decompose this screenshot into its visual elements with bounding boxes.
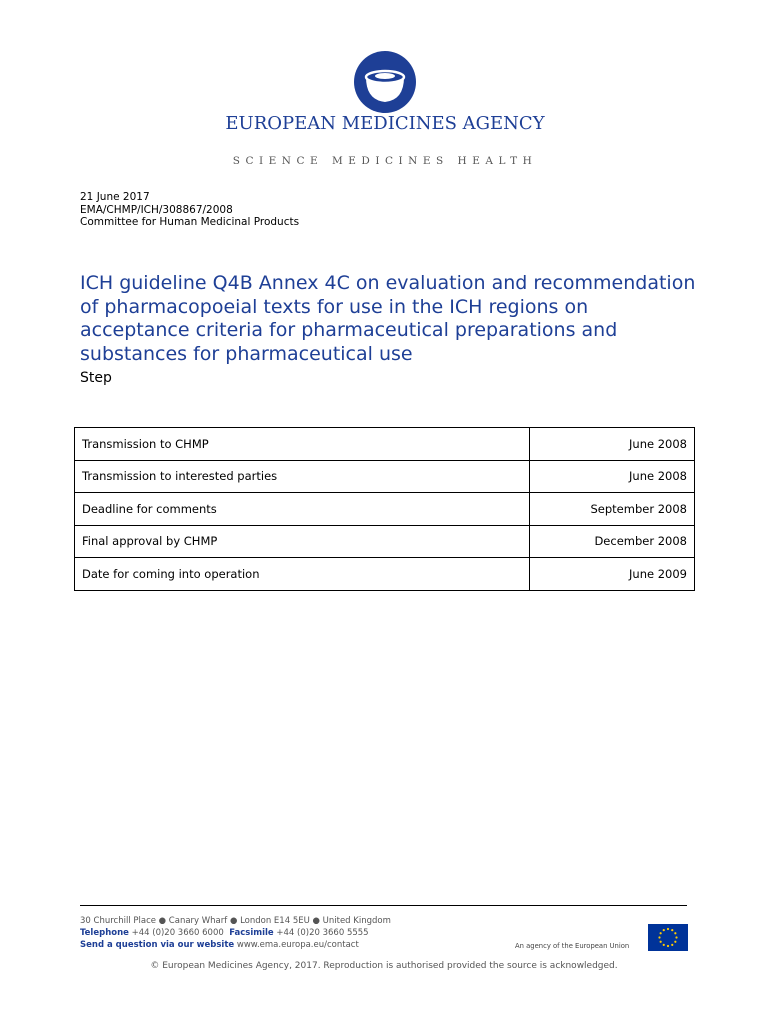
agency-tagline: SCIENCE MEDICINES HEALTH bbox=[232, 155, 538, 167]
milestone-date: December 2008 bbox=[530, 525, 695, 558]
footer-phone-line bbox=[80, 927, 391, 939]
agency-name: EUROPEAN MEDICINES AGENCY bbox=[225, 113, 545, 134]
document-date: 21 June 2017 bbox=[80, 191, 150, 203]
agency-note: An agency of the European Union bbox=[515, 942, 630, 950]
table-row bbox=[75, 428, 695, 461]
ema-logo-icon bbox=[353, 50, 417, 114]
eu-star-icon bbox=[663, 929, 665, 931]
milestone-date: June 2009 bbox=[530, 558, 695, 591]
document-title: ICH guideline Q4B Annex 4C on evaluation and recommendation of pharmacopoeial texts for use in the ICH regions on acceptance criteria for pharmaceutical preparations and substances for pharmaceutical use bbox=[80, 272, 696, 365]
table-row bbox=[75, 460, 695, 493]
table-row bbox=[75, 493, 695, 526]
eu-star-icon bbox=[674, 932, 676, 934]
timeline-table bbox=[74, 427, 695, 591]
table-row bbox=[75, 525, 695, 558]
website-label: Send a question via our website bbox=[80, 940, 235, 950]
eu-star-icon bbox=[675, 936, 677, 938]
eu-star-icon bbox=[674, 941, 676, 943]
facsimile-number: +44 (0)20 3660 5555 bbox=[276, 928, 369, 938]
milestone-date: June 2008 bbox=[530, 428, 695, 461]
milestone-label: Date for coming into operation bbox=[75, 558, 530, 591]
milestone-date: June 2008 bbox=[530, 460, 695, 493]
eu-star-icon bbox=[667, 928, 669, 930]
eu-star-icon bbox=[671, 944, 673, 946]
eu-star-icon bbox=[667, 945, 669, 947]
milestone-label: Final approval by CHMP bbox=[75, 525, 530, 558]
eu-star-icon bbox=[663, 944, 665, 946]
footer-contact bbox=[80, 915, 391, 951]
telephone-number: +44 (0)20 3660 6000 bbox=[131, 928, 224, 938]
milestone-date: September 2008 bbox=[530, 493, 695, 526]
footer-divider bbox=[80, 905, 687, 906]
footer-website-line bbox=[80, 939, 391, 951]
ema-logo bbox=[205, 20, 565, 185]
facsimile-label: Facsimile bbox=[229, 928, 274, 938]
copyright-notice: © European Medicines Agency, 2017. Reproduction is authorised provided the source is acknowledged. bbox=[150, 961, 618, 971]
telephone-label: Telephone bbox=[80, 928, 129, 938]
document-reference: EMA/CHMP/ICH/308867/2008 bbox=[80, 203, 233, 216]
milestone-label: Deadline for comments bbox=[75, 493, 530, 526]
eu-star-icon bbox=[671, 929, 673, 931]
eu-star-icon bbox=[660, 932, 662, 934]
table-row bbox=[75, 558, 695, 591]
document-step: Step bbox=[80, 370, 112, 386]
footer-address: 30 Churchill Place ● Canary Wharf ● London E14 5EU ● United Kingdom bbox=[80, 916, 391, 926]
committee-name: Committee for Human Medicinal Products bbox=[80, 216, 300, 228]
website-link[interactable]: www.ema.europa.eu/contact bbox=[236, 940, 359, 950]
document-meta bbox=[80, 191, 299, 229]
eu-flag-icon bbox=[648, 924, 688, 951]
milestone-label: Transmission to interested parties bbox=[75, 460, 530, 493]
milestone-label: Transmission to CHMP bbox=[75, 428, 530, 461]
eu-star-icon bbox=[660, 941, 662, 943]
eu-star-icon bbox=[658, 936, 660, 938]
